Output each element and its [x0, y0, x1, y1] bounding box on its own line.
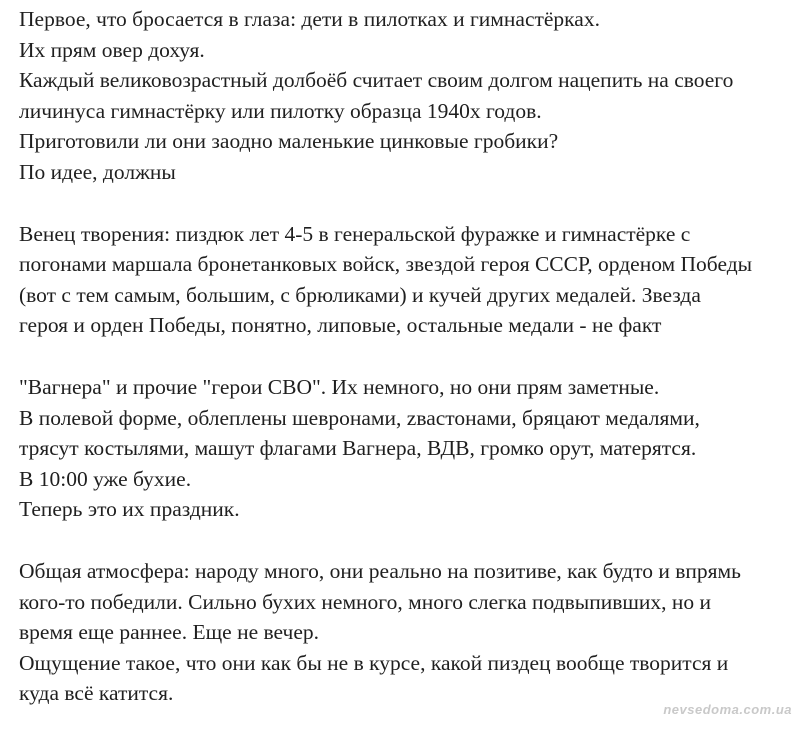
text-line: время еще раннее. Еще не вечер. [19, 620, 320, 645]
paragraph [19, 4, 789, 188]
text-line: (вот с тем самым, большим, с брюликами) и кучей других медалей. Звезда [19, 282, 701, 307]
text-line: куда всё катится. [19, 681, 174, 706]
paragraph [19, 556, 789, 709]
site-watermark: nevsedoma.com.ua [663, 702, 792, 717]
text-line: Венец творения: пиздюк лет 4-5 в генеральской фуражке и гимнастёрке с [19, 221, 691, 246]
text-line: погонами маршала бронетанковых войск, звездой героя СССР, орденом Победы [19, 252, 753, 277]
text-line: Общая атмосфера: народу много, они реально на позитиве, как будто и впрямь [19, 558, 741, 583]
text-line: кого-то победили. Сильно бухих немного, много слегка подвыпивших, но и [19, 589, 712, 614]
text-line: героя и орден Победы, понятно, липовые, остальные медали - не факт [19, 313, 662, 338]
text-line: В 10:00 уже бухие. [19, 466, 192, 491]
text-line: Ощущение такое, что они как бы не в курсе, какой пиздец вообще творится и [19, 650, 729, 675]
text-line: Каждый великовозрастный долбоёб считает своим долгом нацепить на своего [19, 68, 734, 93]
text-line: трясут костылями, машут флагами Вагнера, ВДВ, громко орут, матерятся. [19, 436, 697, 461]
paragraph [19, 219, 789, 341]
text-line: "Вагнера" и прочие "герои СВО". Их немного, но они прям заметные. [19, 374, 660, 399]
text-line: Их прям овер дохуя. [19, 37, 205, 62]
text-line: Первое, что бросается в глаза: дети в пилотках и гимнастёрках. [19, 7, 600, 31]
text-line: В полевой форме, облеплены шевронами, zвастонами, бряцают медалями, [19, 405, 700, 430]
paragraph [19, 372, 789, 525]
article-body [19, 4, 789, 740]
text-line: Приготовили ли они заодно маленькие цинковые гробики? [19, 129, 559, 154]
text-line: личинуса гимнастёрку или пилотку образца 1940х годов. [19, 98, 542, 123]
text-line: Теперь это их праздник. [19, 497, 240, 522]
text-line: По идее, должны [19, 159, 176, 184]
